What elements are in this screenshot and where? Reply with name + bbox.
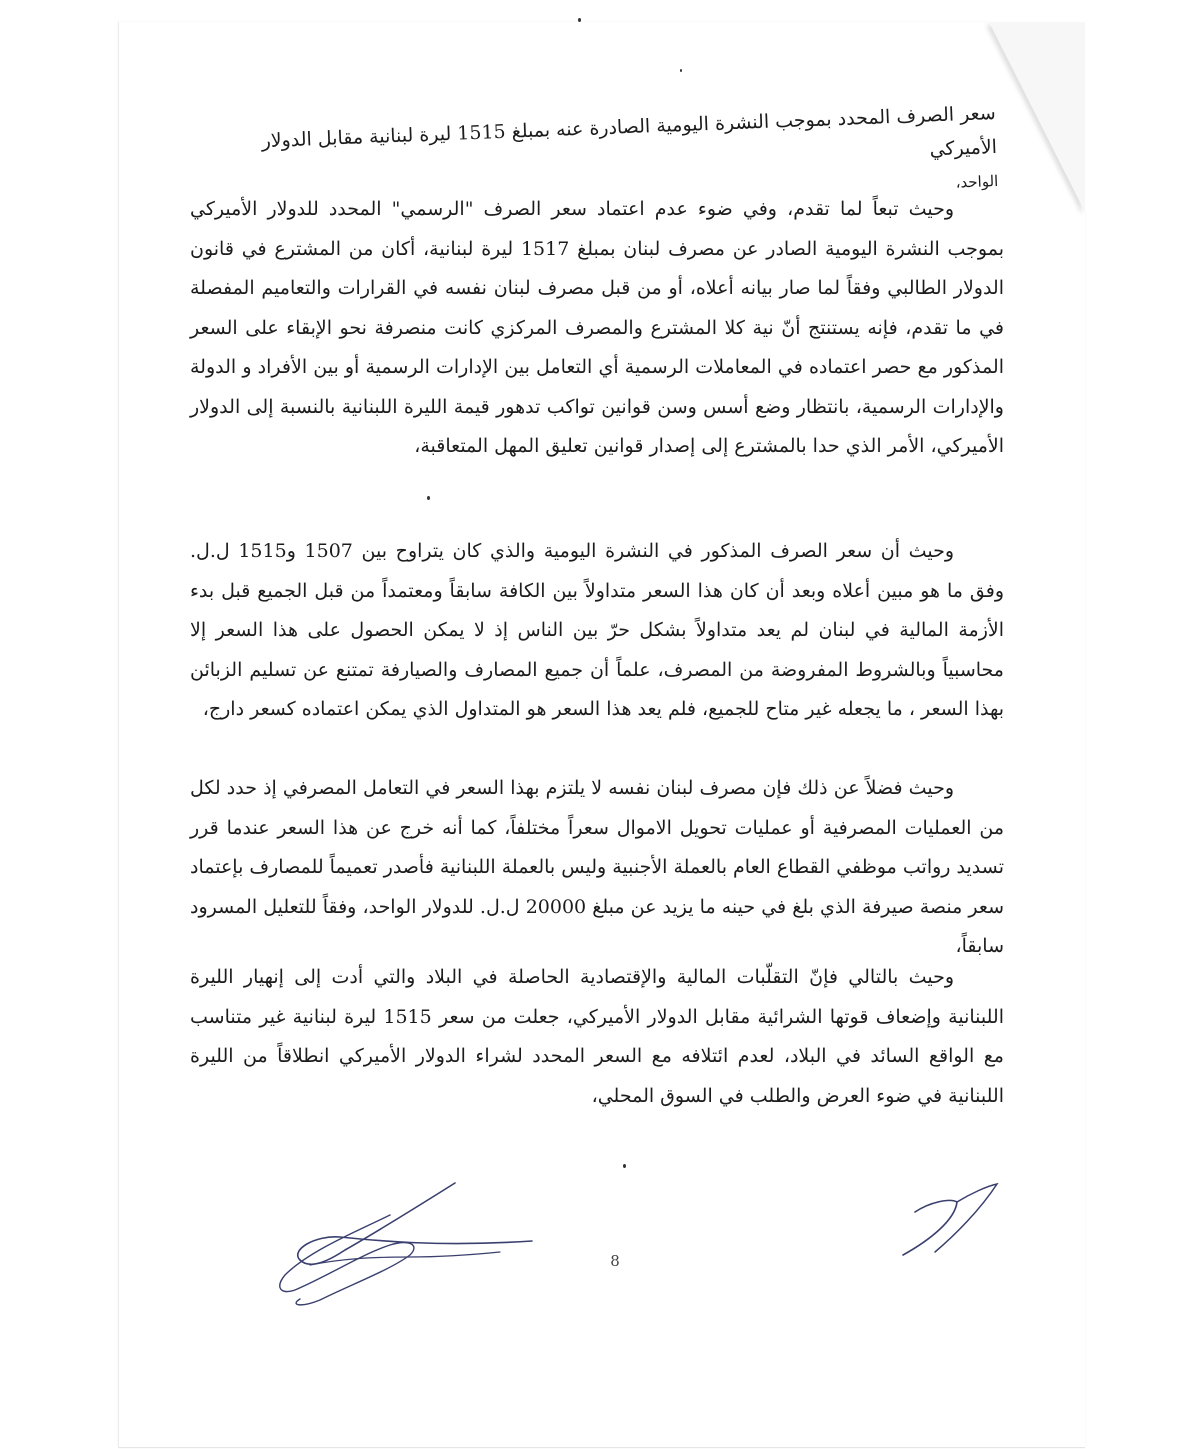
scan-speck xyxy=(578,18,581,22)
paragraph-text: وحيث أن سعر الصرف المذكور في النشرة اليومية والذي كان يتراوح بين 1507 و1515 ل.ل. وفق ما هو مبين أعلاه وبعد أن كان هذا السعر متداولاً بين الكافة سابقاً ومعتمداً من قبل الجميع قبل بدء الأزمة المالية في لبنان لم يعد متداولاً بشكل حرّ بين الناس إذ لا يمكن الحصول على هذا السعر إلا محاسبياً وبالشروط المفروضة من المصرف، علماً أن جميع المصارف والصيارفة تمتنع عن تسليم الزبائن بهذا السعر ، ما يجعله غير متاح للجميع، فلم يعد هذا السعر هو المتداول الذي يمكن اعتماده كسعر دارج، xyxy=(190,540,1004,720)
paragraph-1 xyxy=(190,190,1004,467)
paragraph-2 xyxy=(190,532,1004,730)
scan-speck xyxy=(623,1164,626,1168)
signature-right xyxy=(895,1180,1005,1260)
header-fragment-line1: سعر الصرف المحدد بموجب النشرة اليومية الصادرة عنه بمبلغ 1515 ليرة لبنانية مقابل الدولار الأميركي xyxy=(261,101,998,161)
paragraph-text: وحيث تبعاً لما تقدم، وفي ضوء عدم اعتماد سعر الصرف "الرسمي" المحدد للدولار الأميركي بموجب النشرة اليومية الصادر عن مصرف لبنان بمبلغ 1517 ليرة لبنانية، أكان من المشترع في قانون الدولار الطالبي وفقاً لما صار بيانه أعلاه، أو من قبل مصرف لبنان نفسه في القرارات والتعاميم المفصلة في ما تقدم، فإنه يستنتج أنّ نية كلا المشترع والمصرف المركزي كانت منصرفة نحو الإبقاء على السعر المذكور مع حصر اعتماده في المعاملات الرسمية أي التعامل بين الإدارات الرسمية أو بين الأفراد و الدولة والإدارات الرسمية، بانتظار وضع أسس وسن قوانين تواكب تدهور قيمة الليرة اللبنانية بالنسبة إلى الدولار الأميركي، الأمر الذي حدا بالمشترع إلى إصدار قوانين تعليق المهل المتعاقبة، xyxy=(190,198,1005,457)
page-fold-corner xyxy=(989,22,1085,212)
signature-left xyxy=(270,1175,540,1315)
paragraph-4 xyxy=(190,958,1004,1116)
scan-speck xyxy=(680,69,682,72)
scan-speck xyxy=(427,496,430,500)
paragraph-text: وحيث فضلاً عن ذلك فإن مصرف لبنان نفسه لا يلتزم بهذا السعر في التعامل المصرفي إذ حدد لكل من العمليات المصرفية أو عمليات تحويل الاموال سعراً مختلفاً، كما أنه خرج عن هذا السعر عندما قرر تسديد رواتب موظفي القطاع العام بالعملة الأجنبية وليس بالعملة اللبنانية فأصدر تعميماً للمصارف بإعتماد سعر منصة صيرفة الذي بلغ في حينه ما يزيد عن مبلغ 20000 ل.ل. للدولار الواحد، وفقاً للتعليل المسرود سابقاً، xyxy=(190,777,1004,957)
page-number: 8 xyxy=(610,1252,620,1270)
paragraph-3 xyxy=(190,769,1004,967)
header-fragment-line2: الواحد، xyxy=(955,171,999,192)
paragraph-text: وحيث بالتالي فإنّ التقلّبات المالية والإقتصادية الحاصلة في البلاد والتي أدت إلى إنهيار الليرة اللبنانية وإضعاف قوتها الشرائية مقابل الدولار الأميركي، جعلت من سعر 1515 ليرة لبنانية غير متناسب مع الواقع السائد في البلاد، لعدم ائتلافه مع السعر المحدد لشراء الدولار الأميركي انطلاقاً من الليرة اللبنانية في ضوء العرض والطلب في السوق المحلي، xyxy=(190,966,1004,1107)
